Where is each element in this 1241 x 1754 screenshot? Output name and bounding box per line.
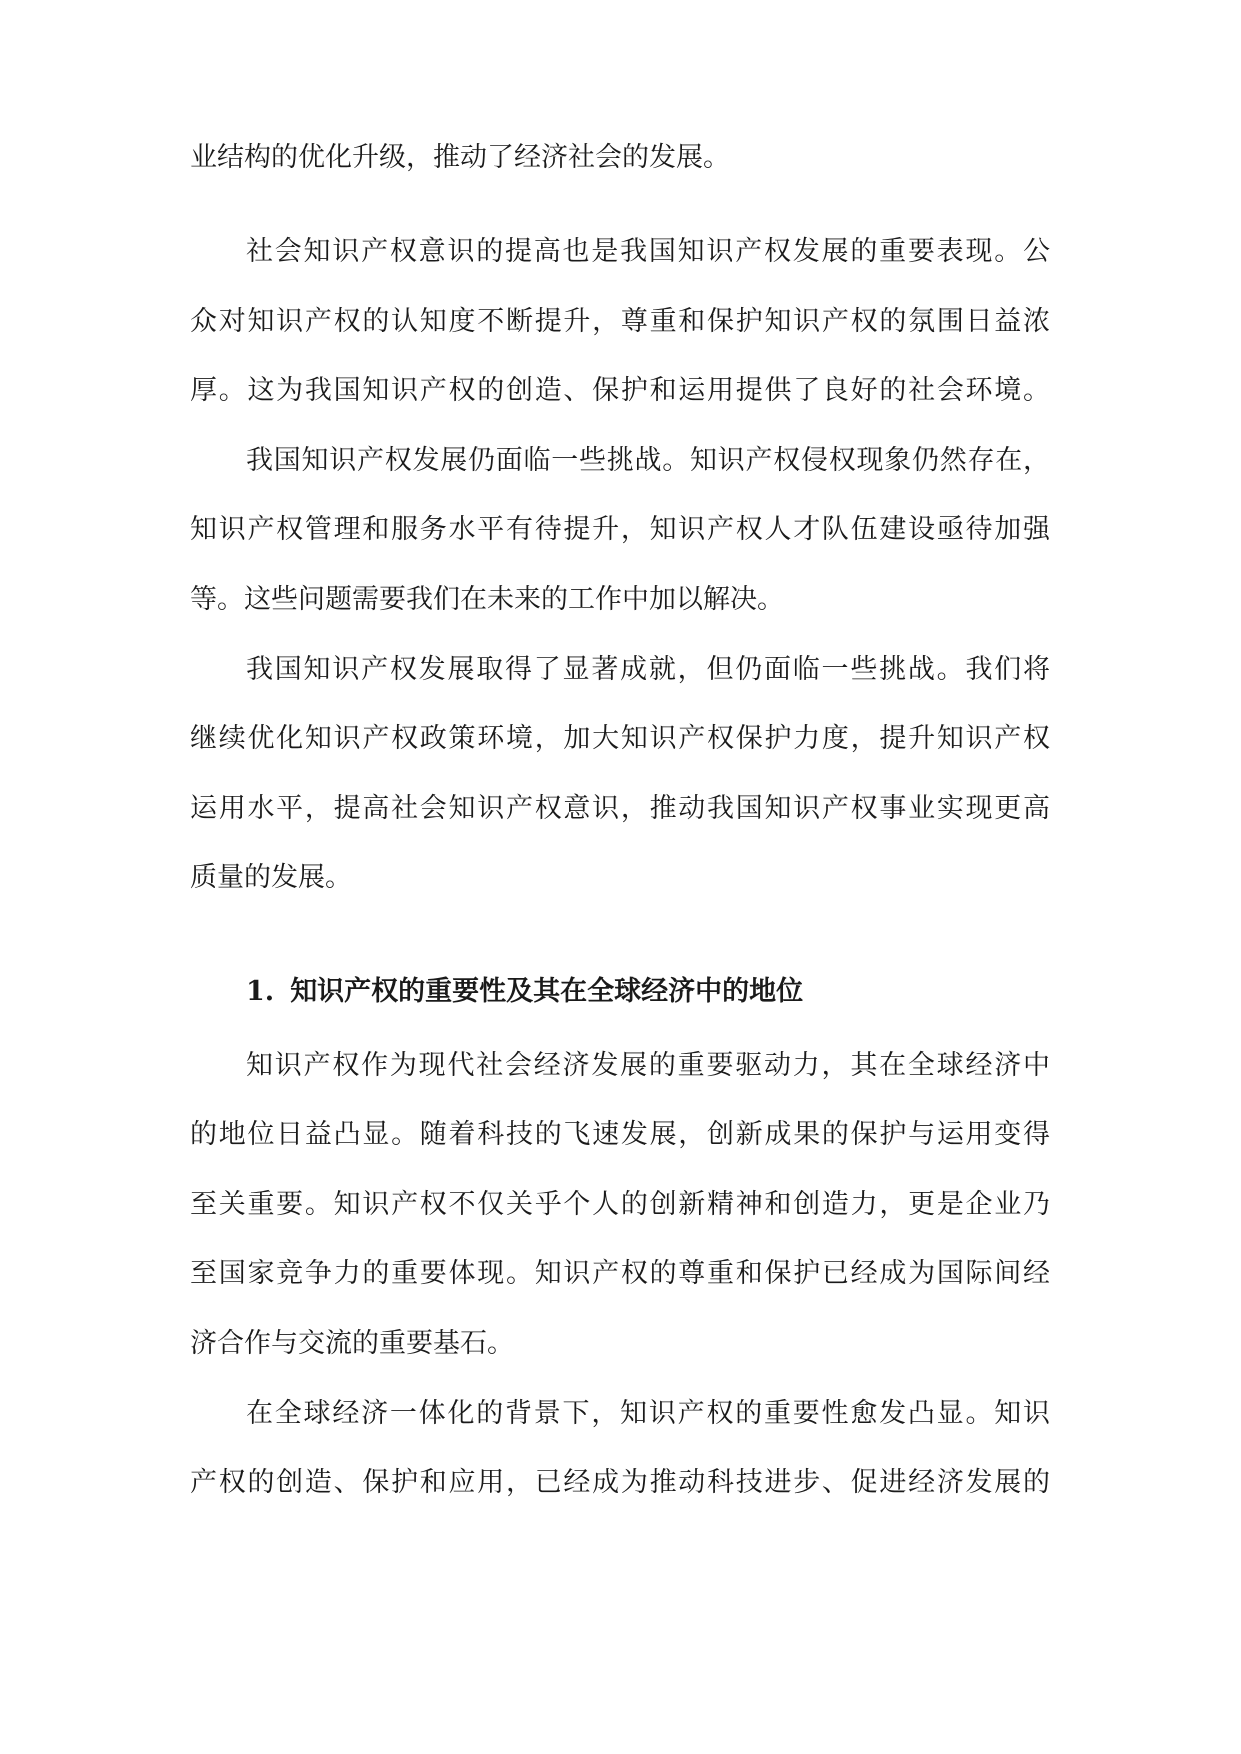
section-title: 知识产权的重要性及其在全球经济中的地位 xyxy=(290,976,804,1007)
paragraph-line: 社会知识产权意识的提高也是我国知识产权发展的重要表现。公 xyxy=(246,236,1050,267)
paragraph-line: 众对知识产权的认知度不断提升，尊重和保护知识产权的氛围日益浓 xyxy=(190,306,1050,337)
paragraph-line: 我国知识产权发展取得了显著成就，但仍面临一些挑战。我们将 xyxy=(246,654,1050,685)
paragraph-line: 等。这些问题需要我们在未来的工作中加以解决。 xyxy=(190,584,784,615)
section-number: 1. xyxy=(246,976,275,1007)
paragraph-line: 继续优化知识产权政策环境，加大知识产权保护力度，提升知识产权 xyxy=(190,723,1050,754)
paragraph-line: 业结构的优化升级，推动了经济社会的发展。 xyxy=(190,142,730,173)
paragraph-line: 产权的创造、保护和应用，已经成为推动科技进步、促进经济发展的 xyxy=(190,1467,1050,1498)
paragraph-line: 厚。这为我国知识产权的创造、保护和运用提供了良好的社会环境。 xyxy=(190,375,1050,406)
paragraph-line: 至国家竞争力的重要体现。知识产权的尊重和保护已经成为国际间经 xyxy=(190,1258,1050,1289)
paragraph-line: 至关重要。知识产权不仅关乎个人的创新精神和创造力，更是企业乃 xyxy=(190,1189,1050,1220)
section-heading xyxy=(246,977,803,1006)
paragraph-line: 的地位日益凸显。随着科技的飞速发展，创新成果的保护与运用变得 xyxy=(190,1119,1050,1150)
paragraph-line: 在全球经济一体化的背景下，知识产权的重要性愈发凸显。知识 xyxy=(246,1398,1050,1429)
paragraph-line: 知识产权作为现代社会经济发展的重要驱动力，其在全球经济中 xyxy=(246,1050,1050,1081)
paragraph-line: 知识产权管理和服务水平有待提升，知识产权人才队伍建设亟待加强 xyxy=(190,514,1050,545)
paragraph-line: 质量的发展。 xyxy=(190,862,352,893)
paragraph-line: 运用水平，提高社会知识产权意识，推动我国知识产权事业实现更高 xyxy=(190,793,1050,824)
paragraph-line: 济合作与交流的重要基石。 xyxy=(190,1328,514,1359)
paragraph-line: 我国知识产权发展仍面临一些挑战。知识产权侵权现象仍然存在， xyxy=(246,445,1050,476)
